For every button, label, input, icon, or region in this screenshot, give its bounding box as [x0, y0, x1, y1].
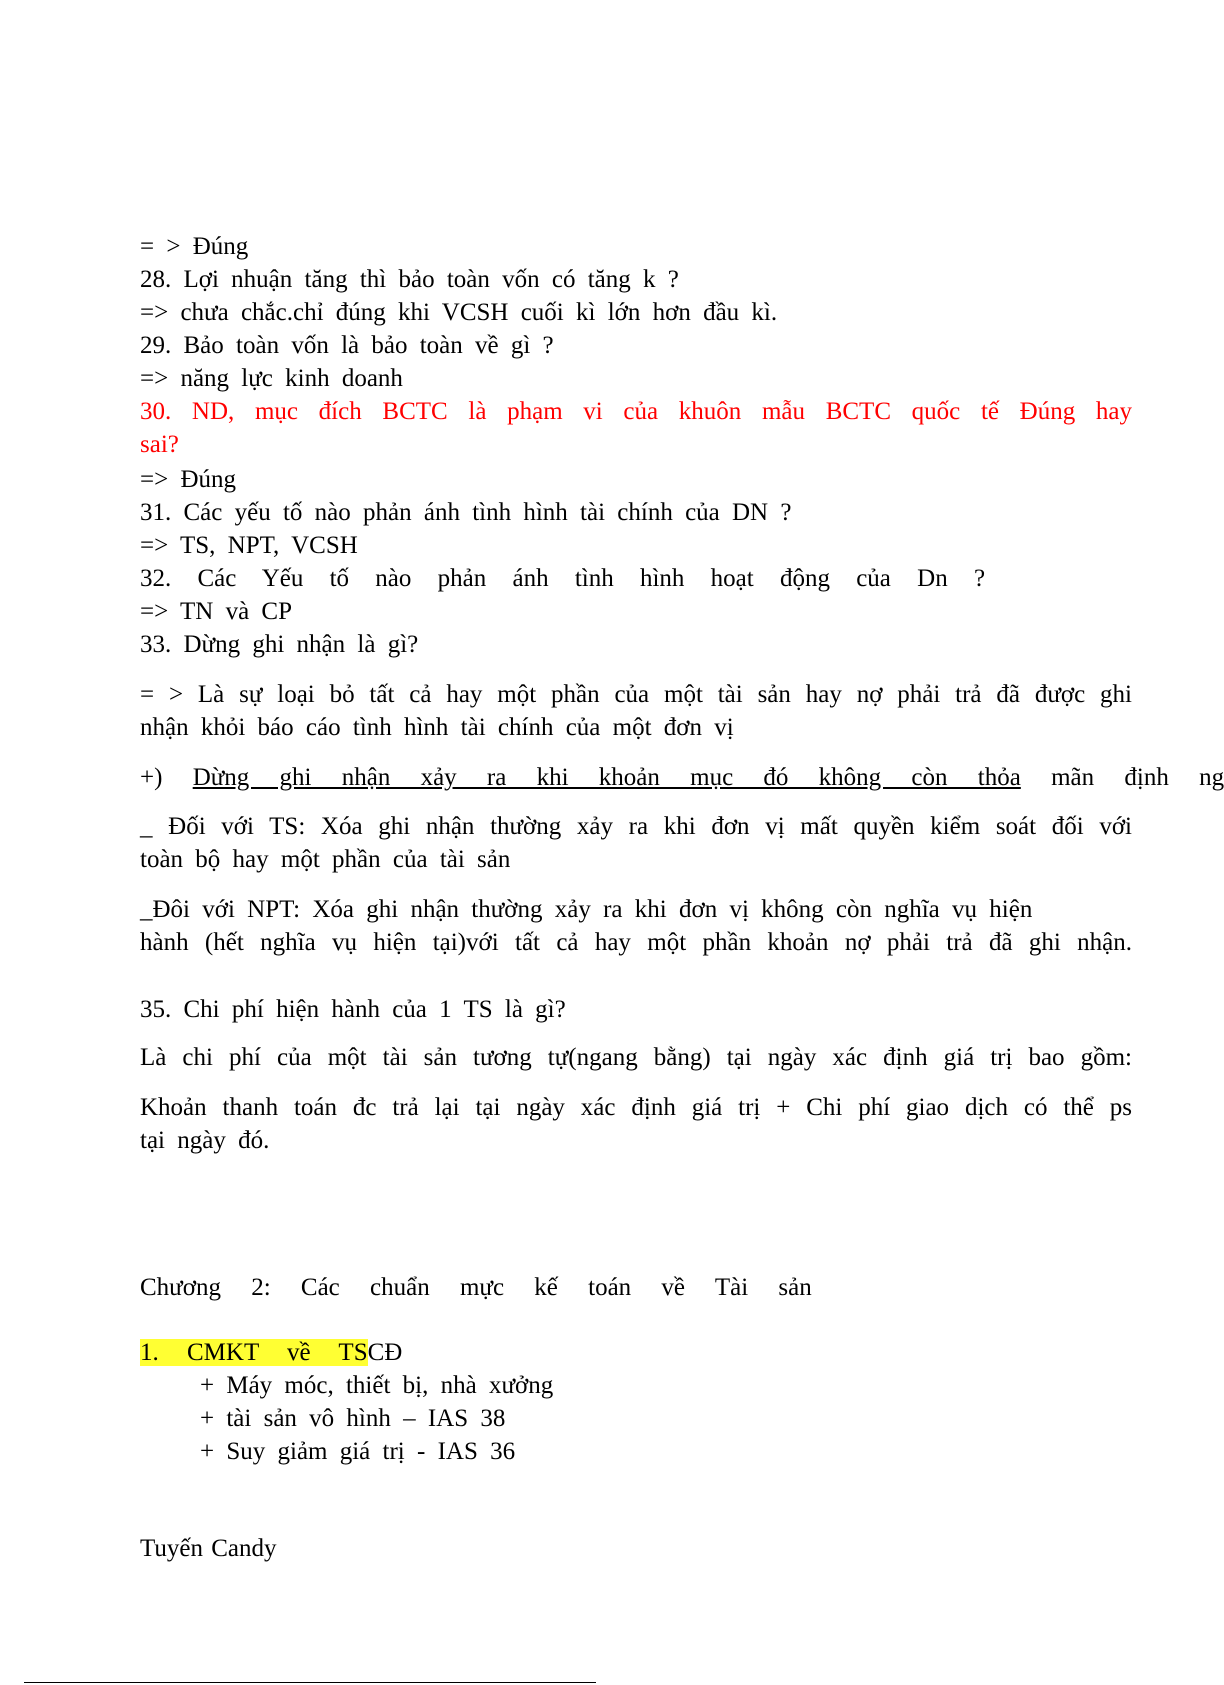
assets-note-line-1: _ Đối với TS: Xóa ghi nhận thường xảy ra khi đơn vị mất quyền kiểm soát đối với	[140, 813, 1132, 840]
author-signature: Tuyến Candy	[140, 1535, 277, 1562]
answer-35-line-3: tại ngày đó.	[140, 1127, 270, 1154]
answer-35-line-2: Khoản thanh toán đc trả lại tại ngày xác định giá trị + Chi phí giao dịch có thể ps	[140, 1094, 1132, 1121]
highlighted-text: 1. CMKT về TS	[140, 1339, 368, 1366]
question-30-line-2: sai?	[140, 431, 179, 458]
derecognition-condition	[140, 763, 1224, 793]
question-28: 28. Lợi nhuận tăng thì bảo toàn vốn có tăng k ?	[140, 266, 679, 293]
question-32: 32. Các Yếu tố nào phản ánh tình hình hoạt động của Dn ?	[140, 565, 986, 592]
question-29: 29. Bảo toàn vốn là bảo toàn về gì ?	[140, 332, 554, 359]
answer-33-line-1: = > Là sự loại bỏ tất cả hay một phần của một tài sản hay nợ phải trả đã được ghi	[140, 681, 1132, 708]
answer-28: => chưa chắc.chỉ đúng khi VCSH cuối kì lớn hơn đầu kì.	[140, 299, 778, 326]
list-item-ias-38: + tài sản vô hình – IAS 38	[200, 1405, 506, 1432]
truncated-text: mãn định ng	[1020, 764, 1224, 791]
answer-29: => năng lực kinh doanh	[140, 365, 403, 392]
list-item-ppe: + Máy móc, thiết bị, nhà xưởng	[200, 1372, 554, 1399]
answer-35-line-1: Là chi phí của một tài sản tương tự(ngang bằng) tại ngày xác định giá trị bao gồm:	[140, 1044, 1132, 1071]
question-35: 35. Chi phí hiện hành của 1 TS là gì?	[140, 996, 566, 1023]
section-1-heading	[140, 1338, 402, 1368]
question-33: 33. Dừng ghi nhận là gì?	[140, 631, 419, 658]
bullet-prefix: +)	[140, 764, 193, 791]
liabilities-note-line-1: _Đôi với NPT: Xóa ghi nhận thường xảy ra khi đơn vị không còn nghĩa vụ hiện	[140, 896, 1033, 923]
chapter-2-heading: Chương 2: Các chuẩn mực kế toán về Tài sản	[140, 1274, 812, 1301]
question-31: 31. Các yếu tố nào phản ánh tình hình tài chính của DN ?	[140, 499, 792, 526]
list-item-ias-36: + Suy giảm giá trị - IAS 36	[200, 1438, 516, 1465]
answer-32: => TN và CP	[140, 598, 292, 625]
underlined-text: Dừng ghi nhận xảy ra khi khoản mục đó không còn thỏa	[192, 764, 1021, 791]
assets-note-line-2: toàn bộ hay một phần của tài sản	[140, 846, 511, 873]
liabilities-note-line-2: hành (hết nghĩa vụ hiện tại)với tất cả hay một phần khoản nợ phải trả đã ghi nhận.	[140, 929, 1132, 956]
answer-33-line-2: nhận khỏi báo cáo tình hình tài chính của một đơn vị	[140, 714, 734, 741]
footnote-divider	[24, 1682, 596, 1683]
question-30-line-1: 30. ND, mục đích BCTC là phạm vi của khuôn mẫu BCTC quốc tế Đúng hay	[140, 398, 1132, 425]
answer-line: = > Đúng	[140, 233, 249, 260]
answer-30: => Đúng	[140, 466, 237, 493]
heading-tail: CĐ	[367, 1339, 403, 1366]
answer-31: => TS, NPT, VCSH	[140, 532, 358, 559]
